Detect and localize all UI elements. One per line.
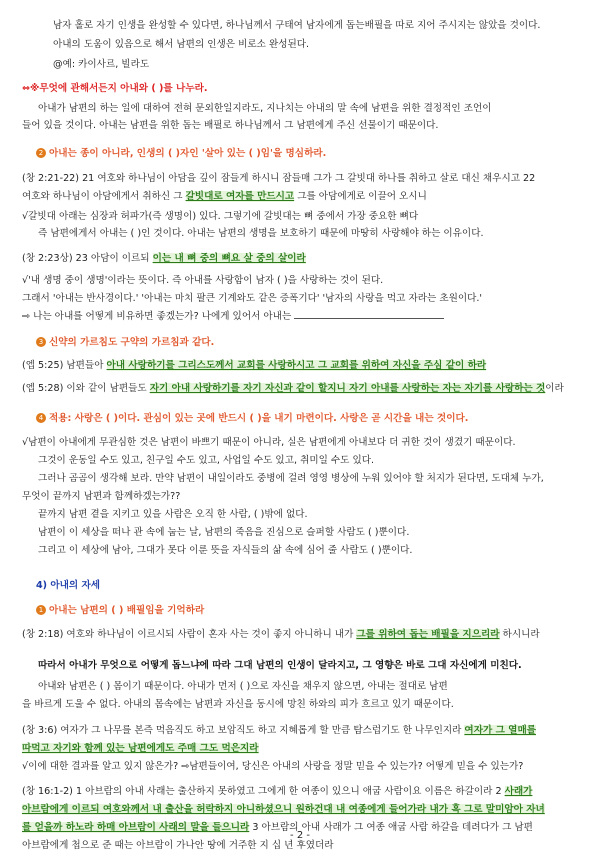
text-line xyxy=(22,291,600,306)
text-line xyxy=(22,273,600,288)
text-line xyxy=(53,37,600,52)
text-line xyxy=(22,759,600,774)
number-bullet: 4 xyxy=(36,413,46,423)
text-segment: √'내 생명 중이 생명'이라는 뜻이다. 즉 아내를 사랑함이 남자 ( )을 사랑하는 것이 된다. xyxy=(22,275,384,286)
text-segment: 여자가 그 열매를 xyxy=(464,725,536,736)
text-segment: 아내의 도움이 있음으로 해서 남편의 인생은 비로소 완성된다. xyxy=(53,39,310,50)
text-segment: 자기 아내 사랑하기를 자기 자신과 같이 할지니 자기 아내를 사랑하는 자는 자기를 사랑하는 것 xyxy=(149,383,546,394)
text-line xyxy=(38,471,600,486)
text-segment: 아브람에게 첩으로 준 때는 아브람이 가나안 땅에 거주한 지 십 년 후였더라 xyxy=(22,840,334,851)
text-line xyxy=(38,525,600,540)
text-line xyxy=(22,489,600,504)
text-line xyxy=(22,697,600,712)
answer-blank-line xyxy=(294,310,444,319)
text-segment: 적용: 사랑은 ( )이다. 관심이 있는 곳에 반드시 ( )을 내기 마련이다. 사랑은 곧 시간을 내는 것이다. xyxy=(49,413,469,424)
text-segment: 끝까지 남편 곁을 지키고 있을 사람은 오직 한 사람, ( )밖에 없다. xyxy=(38,509,308,520)
text-segment: 즉 남편에게서 아내는 ( )인 것이다. 아내는 남편의 생명을 보호하기 때문에 마땅히 사랑해야 하는 이유이다. xyxy=(38,228,484,239)
text-segment: (엡 5:28) 이와 같이 남편들도 xyxy=(22,383,150,394)
text-segment: (창 3:6) 여자가 그 나무를 본즉 먹음직도 하고 보암직도 하고 지혜롭게 할 만큼 탐스럽기도 한 나무인지라 xyxy=(22,725,465,736)
text-segment: (창 2:21-22) 21 여호와 하나님이 아담을 깊이 잠들게 하시니 잠들매 그가 그 갈빗대 하나를 취하고 살로 대신 채우시고 22 xyxy=(22,173,536,184)
text-line xyxy=(22,81,600,96)
text-segment: 신약의 가르침도 구약의 가르침과 같다. xyxy=(49,337,215,348)
text-line xyxy=(22,209,600,224)
text-line xyxy=(22,784,600,799)
text-line xyxy=(22,435,600,450)
text-line xyxy=(38,226,600,241)
text-line xyxy=(36,578,600,593)
text-line xyxy=(22,118,600,133)
number-bullet: 3 xyxy=(36,337,46,347)
text-segment: 무엇이 끝까지 남편과 함께하겠는가?? xyxy=(22,491,181,502)
text-segment: (창 2:23상) 23 아담이 이르되 xyxy=(22,253,153,264)
text-segment: 그를 위하여 돕는 배필을 지으리라 xyxy=(356,629,500,640)
text-segment: 이라 xyxy=(545,383,564,394)
text-line xyxy=(22,741,600,756)
page-number: - 2 - xyxy=(290,830,310,841)
text-segment: (엡 5:25) 남편들아 xyxy=(22,360,107,371)
text-segment: √갈빗대 아래는 심장과 허파가(즉 생명이) 있다. 그렇기에 갈빗대는 뼈 중에서 가장 중요한 뼈다 xyxy=(22,211,419,222)
text-segment: 4) 아내의 자세 xyxy=(36,580,101,591)
text-segment: √남편이 아내에게 무관심한 것은 남편이 바쁘기 때문이 아니라, 실은 남편에게 아내보다 더 귀한 것이 생겼기 때문이다. xyxy=(22,437,516,448)
text-segment: 그를 아담에게로 이끌어 오시니 xyxy=(294,191,427,202)
text-line xyxy=(22,381,600,396)
text-segment: 하시니라 xyxy=(499,629,540,640)
text-segment: 사래가 xyxy=(504,786,533,797)
text-segment: 아내는 남편의 ( ) 배필임을 기억하라 xyxy=(49,605,205,616)
text-segment: 아내가 남편의 하는 일에 대하여 전혀 문외한일지라도, 지나치는 아내의 말 속에 남편을 위한 결정적인 조언이 xyxy=(38,103,492,114)
text-line xyxy=(38,101,600,116)
text-segment: 그러나 곰곰이 생각해 보라. 만약 남편이 내일이라도 중병에 걸려 영영 병상에 누워 있어야 할 처지가 된다면, 도대체 누가, xyxy=(38,473,544,484)
text-segment: 그래서 '아내는 반사경이다.' '아내는 마치 팔큰 기계와도 같은 증폭기다' '남자의 사랑을 먹고 자라는 초원이다.' xyxy=(22,293,483,304)
text-line xyxy=(38,679,600,694)
text-segment: ⇨ 나는 아내를 어떻게 비유하면 좋겠는가? 나에게 있어서 아내는 xyxy=(22,311,295,322)
text-line xyxy=(22,251,600,266)
text-line xyxy=(38,507,600,522)
text-line xyxy=(22,723,600,738)
text-segment: 그리고 이 세상에 남아, 그대가 못다 이룬 뜻을 자식들의 삶 속에 심어 줄 사람도 ( )뿐이다. xyxy=(38,545,413,556)
text-line xyxy=(22,171,600,186)
text-segment: 이는 내 뼈 중의 뼈요 살 중의 살이라 xyxy=(152,253,306,264)
text-segment: 아내 사랑하기를 그리스도께서 교회를 사랑하시고 그 교회를 위하여 자신을 주심 같이 하라 xyxy=(106,360,487,371)
text-segment: 들어 있을 것이다. 아내는 남편을 위한 돕는 배필로 하나님께서 그 남편에게 주신 선물이기 때문이다. xyxy=(22,120,439,131)
text-segment: 남편이 이 세상을 떠나 관 속에 눕는 날, 남편의 죽음을 진심으로 슬퍼할 사람도 ( )뿐이다. xyxy=(38,527,410,538)
text-line xyxy=(36,335,600,350)
text-line xyxy=(38,453,600,468)
text-segment: 남자 홀로 자기 인생을 완성할 수 있다면, 하나님께서 구태여 남자에게 돕는배필을 따로 지어 주시지는 않았을 것이다. xyxy=(53,20,541,31)
text-segment: 를 얻을까 하노라 하매 아브람이 사래의 말을 들으니라 xyxy=(22,822,250,833)
text-segment: 3 아브람의 아내 사래가 그 여종 애굽 사람 하갈을 데려다가 그 남편 xyxy=(249,822,533,833)
text-line xyxy=(22,309,600,324)
text-segment: 따먹고 자기와 함께 있는 남편에게도 주매 그도 먹은지라 xyxy=(22,743,259,754)
text-line xyxy=(38,543,600,558)
text-line xyxy=(38,658,600,673)
text-line xyxy=(36,411,600,426)
text-line xyxy=(36,146,600,161)
number-bullet: 2 xyxy=(36,148,46,158)
text-line xyxy=(22,189,600,204)
text-segment: (창 2:18) 여호와 하나님이 이르시되 사람이 혼자 사는 것이 좋지 아니하니 내가 xyxy=(22,629,357,640)
number-bullet: 1 xyxy=(36,605,46,615)
text-line xyxy=(22,358,600,373)
text-segment: 아내와 남편은 ( ) 몸이기 때문이다. 아내가 먼저 ( )으로 자신을 채우지 않으면, 아내는 절대로 남편 xyxy=(38,681,448,692)
text-line xyxy=(22,627,600,642)
text-line xyxy=(53,57,600,72)
text-segment: 아내는 종이 아니라, 인생의 ( )자인 '살아 있는 ( )임'을 명심하라. xyxy=(49,148,327,159)
text-segment: 을 바르게 도울 수 없다. 아내의 몸속에는 남편과 자신을 동시에 망친 하와의 피가 흐르고 있기 때문이다. xyxy=(22,699,454,710)
text-segment: (창 16:1-2) 1 아브람의 아내 사래는 출산하지 못하였고 그에게 한 여종이 있으니 애굽 사람이요 이름은 하갈이라 2 xyxy=(22,786,505,797)
text-line xyxy=(53,18,600,33)
text-segment: @예: 카이사르, 빌라도 xyxy=(53,59,150,70)
text-line xyxy=(36,603,600,618)
text-line xyxy=(22,802,600,817)
text-segment: 그것이 운동일 수도 있고, 친구일 수도 있고, 사업일 수도 있고, 취미일 수도 있다. xyxy=(38,455,375,466)
text-segment: ⇔※무엇에 관해서든지 아내와 ( )를 나누라. xyxy=(22,83,208,94)
text-segment: 따라서 아내가 무엇으로 어떻게 돕느냐에 따라 그대 남편의 인생이 달라지고, 그 영향은 바로 그대 자신에게 미친다. xyxy=(38,660,522,671)
text-segment: √이에 대한 결과를 알고 있지 않은가? ⇨남편들이여, 당신은 아내의 사랑을 정말 믿을 수 있는가? 어떻게 믿을 수 있는가? xyxy=(22,761,524,772)
text-segment: 여호와 하나님이 아담에게서 취하신 그 xyxy=(22,191,186,202)
text-segment: 아브람에게 이르되 여호와께서 내 출산을 허락하지 아니하셨으니 원하건대 내 여종에게 들어가라 내가 혹 그로 말미암아 자녀 xyxy=(22,804,545,815)
text-segment: 갈빗대로 여자를 만드시고 xyxy=(185,191,295,202)
